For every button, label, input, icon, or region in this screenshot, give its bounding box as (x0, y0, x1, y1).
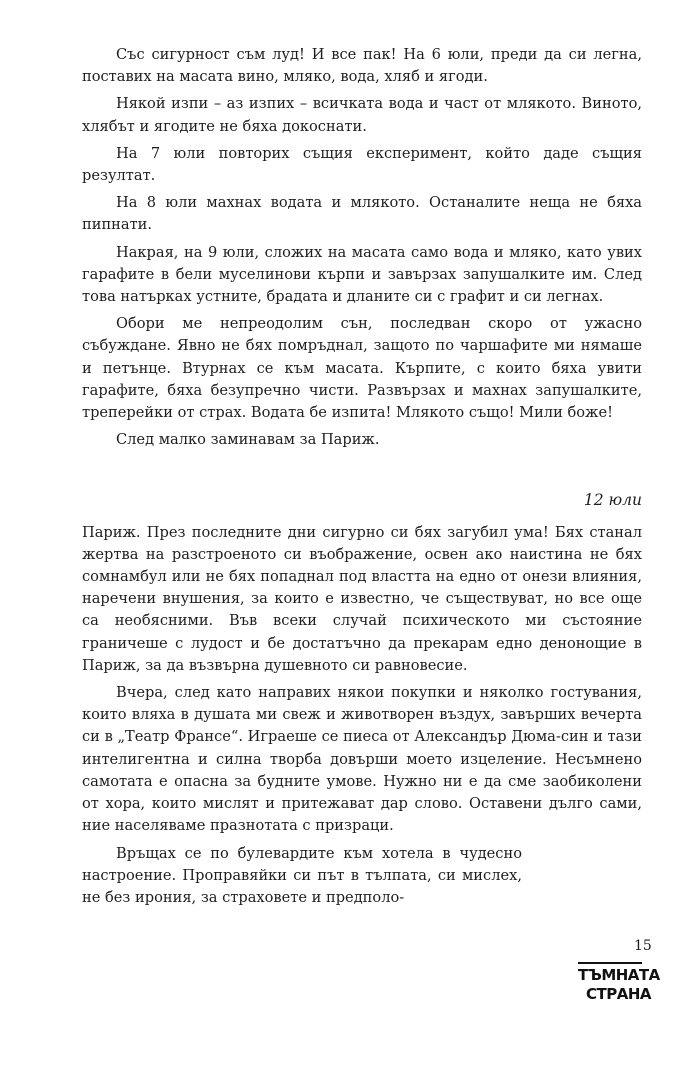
diary-date-heading: 12 юли (583, 491, 642, 510)
paragraph: Париж. През последните дни сигурно си бях загубил ума! Бях станал жертва на разстроеното си въображение, освен ако наистина не бях сомнамбул или не бях попаднал под властта на едно от онези влияния, наречени внушения, за които е известно, че съществуват, но все още са необясними. Във всеки случай психическото ми състояние граничеше с лудост и бе достатъчно да прекарам едно денонощие в Париж, за да възвърна душевното си равновесие. (82, 523, 642, 674)
paragraph: На 7 юли повторих същия експеримент, който даде същия резултат. (82, 144, 642, 185)
paragraph: Накрая, на 9 юли, сложих на масата само вода и мляко, като увих гарафите в бели муселинови кърпи и завързах запушалките им. След това натърках устните, брадата и дланите си с графит и си легнах. (82, 243, 642, 306)
paragraph: След малко заминавам за Париж. (116, 431, 380, 449)
logo-line-2: СТРАНА (586, 985, 652, 1003)
logo-bar (578, 962, 642, 964)
body-text (82, 44, 642, 914)
paragraph: Обори ме непреодолим сън, последван скоро от ужасно събуждане. Явно не бях помръднал, защото по чаршафите ми нямаше и петънце. Втурнах се към масата. Кърпите, с които бяха увити гарафите, бяха безупречно чисти. Развързах и махнах запушалките, треперейки от страх. Водата бе изпита! Млякото също! Мили боже! (82, 315, 642, 422)
paragraph: Вчера, след като направих някои покупки и няколко гостувания, които вляха в душата ми свеж и животворен въздух, завърших вечерта си в „Театр Франсе“. Играеше се пиеса от Александър Дюма-син и тази интелигентна и силна творба довърши моето изцеление. Несъмнено самотата е опасна за будните умове. Нужно ни е да сме заобиколени от хора, които мислят и притежават дар слово. Оставени дълго сами, ние населяваме празнотата с призраци. (82, 684, 642, 835)
logo-line-1: ТЪМНАТА (578, 966, 660, 984)
paragraph: Връщах се по булевардите към хотела в чудесно настроение. Проправяйки си път в тълпата, си мислех, не без ирония, за страховете и предполо- (82, 844, 522, 906)
publisher-logo (578, 962, 660, 1018)
paragraph: Със сигурност съм луд! И все пак! На 6 юли, преди да си легна, поставих на масата вино, мляко, вода, хляб и ягоди. (82, 46, 642, 86)
paragraph: Някой изпи – аз изпих – всичката вода и част от млякото. Виното, хлябът и ягодите не бяха докоснати. (82, 95, 642, 135)
page-number: 15 (634, 938, 652, 954)
paragraph: На 8 юли махнах водата и млякото. Останалите неща не бяха пипнати. (82, 194, 642, 234)
